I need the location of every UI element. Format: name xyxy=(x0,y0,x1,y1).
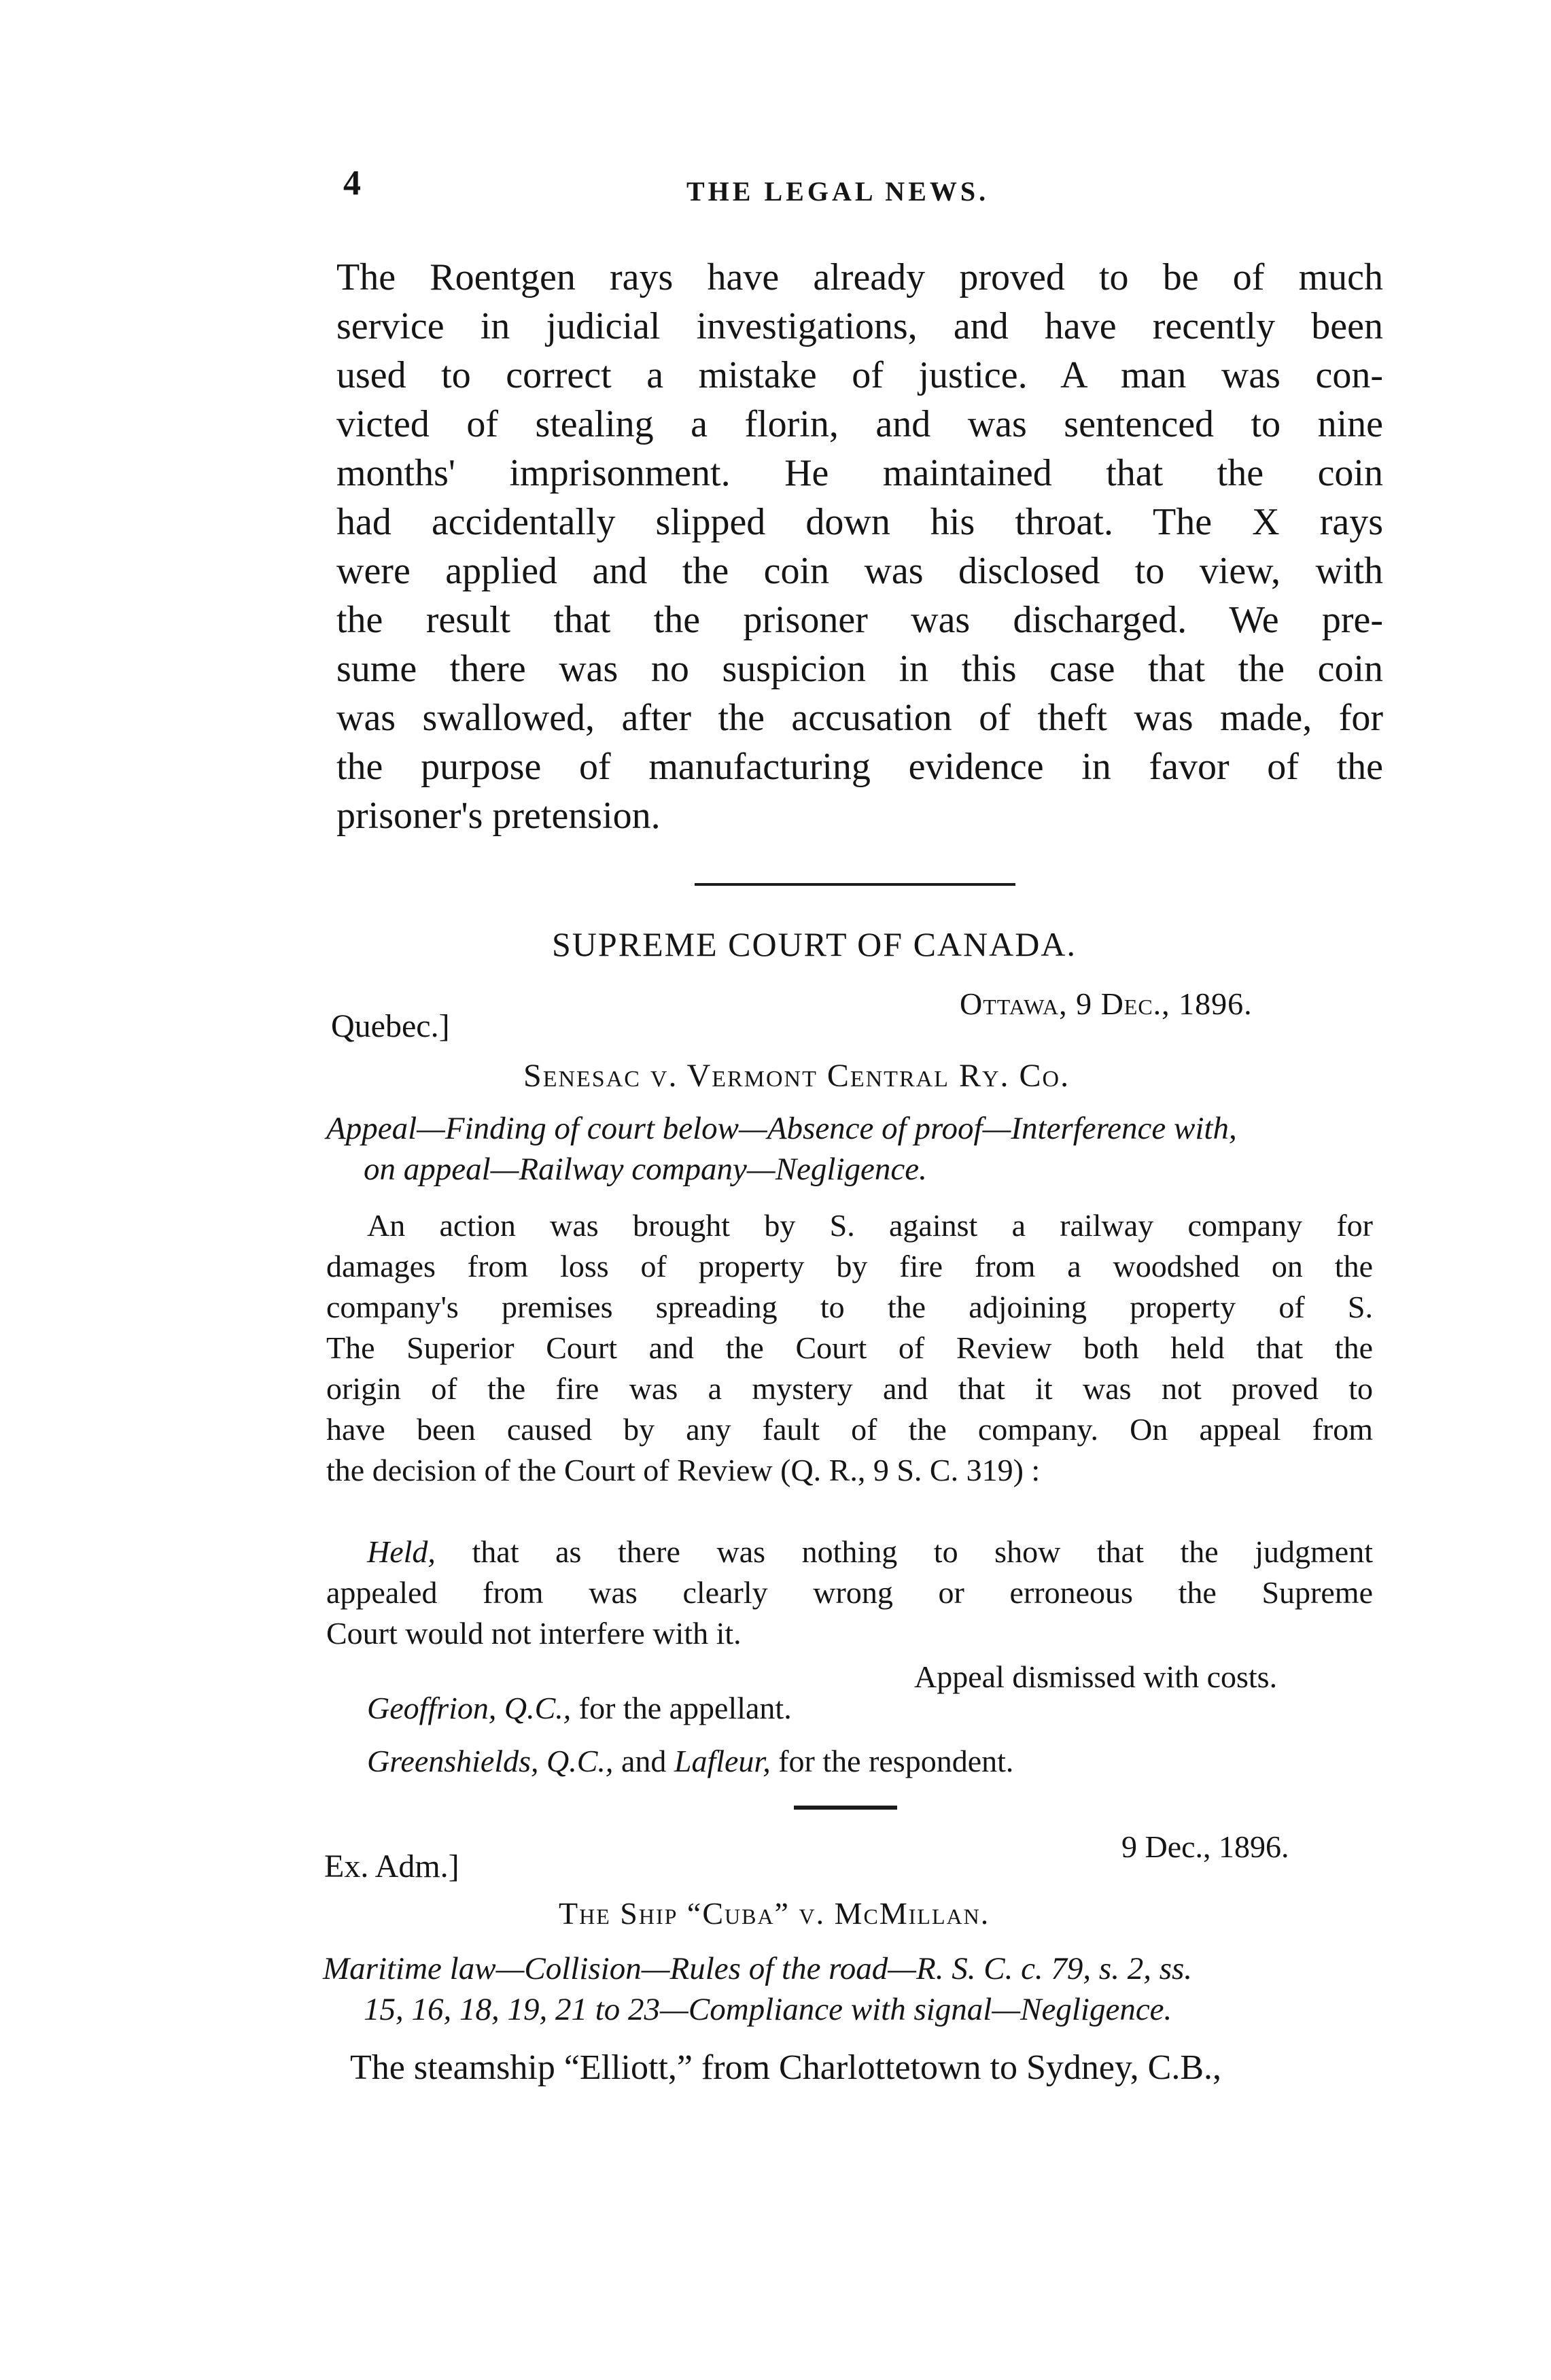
text-line: were applied and the coin was disclosed to view, with xyxy=(336,550,1383,592)
case-place-date: Ottawa, 9 Dec., 1896. xyxy=(960,986,1253,1021)
running-head: THE LEGAL NEWS. xyxy=(686,176,990,207)
headnote-line: Maritime law—Collision—Rules of the road—R. S. C. c. 79, s. 2, ss. xyxy=(323,1951,1193,1986)
text-line: was swallowed, after the accusation of theft was made, for xyxy=(336,697,1383,739)
counsel-name: Geoffrion, Q.C., xyxy=(367,1691,572,1725)
counsel-role: for the appellant. xyxy=(571,1691,792,1725)
counsel-and: and xyxy=(613,1744,674,1778)
text-line: service in judicial investigations, and have recently been xyxy=(336,305,1383,347)
held-text: that as there was nothing to show that the judgment xyxy=(435,1534,1373,1569)
text-line: victed of stealing a florin, and was sentenced to nine xyxy=(336,403,1383,445)
counsel-name: Greenshields, Q.C., xyxy=(367,1744,614,1778)
headnote-line: Appeal—Finding of court below—Absence of proof—Interference with, xyxy=(326,1111,1237,1146)
text-line: appealed from was clearly wrong or erroneous the Supreme xyxy=(326,1575,1373,1610)
text-line xyxy=(326,1532,1373,1572)
case-disposition: Appeal dismissed with costs. xyxy=(914,1659,1278,1694)
held-word: Held, xyxy=(367,1534,436,1569)
text-line: months' imprisonment. He maintained that the coin xyxy=(336,452,1383,494)
case-headnote xyxy=(326,1108,1237,1190)
text-line: used to correct a mistake of justice. A man was con- xyxy=(336,354,1383,396)
case-title: The Ship “Cuba” v. McMillan. xyxy=(559,1896,990,1931)
page-number: 4 xyxy=(343,164,361,203)
text-line: origin of the fire was a mystery and that it was not proved to xyxy=(326,1371,1373,1406)
text-line: the decision of the Court of Review (Q. R., 9 S. C. 319) : xyxy=(326,1453,1041,1487)
text-line: damages from loss of property by fire from a woodshed on the xyxy=(326,1249,1373,1283)
counsel-appellant xyxy=(367,1690,792,1726)
case-headnote xyxy=(323,1948,1192,2030)
text-line: had accidentally slipped down his throat. The X rays xyxy=(336,501,1383,543)
case-holding xyxy=(326,1532,1373,1654)
court-label: Ex. Adm.] xyxy=(324,1848,459,1884)
case-facts xyxy=(326,1205,1373,1491)
text-line: The Superior Court and the Court of Review both held that the xyxy=(326,1330,1373,1365)
headnote-line: on appeal—Railway company—Negligence. xyxy=(364,1152,927,1187)
section-divider xyxy=(695,883,1015,886)
text-line: have been caused by any fault of the company. On appeal from xyxy=(326,1412,1373,1447)
article-roentgen-rays xyxy=(336,253,1383,840)
headnote-line: 15, 16, 18, 19, 21 to 23—Compliance with signal—Negligence. xyxy=(364,1992,1172,2027)
text-line: The steamship “Elliott,” from Charlottetown to Sydney, C.B., xyxy=(350,2048,1221,2087)
court-label: Quebec.] xyxy=(331,1008,450,1044)
counsel-role: for the respondent. xyxy=(770,1744,1014,1778)
case-divider xyxy=(794,1806,897,1810)
section-title: SUPREME COURT OF CANADA. xyxy=(552,925,1077,963)
text-line: Court would not interfere with it. xyxy=(326,1616,742,1651)
text-line: sume there was no suspicion in this case that the coin xyxy=(336,648,1383,690)
case-title: Senesac v. Vermont Central Ry. Co. xyxy=(523,1058,1070,1094)
text-line: An action was brought by S. against a railway company for xyxy=(367,1208,1373,1243)
text-line: The Roentgen rays have already proved to be of much xyxy=(336,256,1383,298)
counsel-respondent xyxy=(367,1743,1013,1779)
text-line: the result that the prisoner was discharged. We pre- xyxy=(336,599,1383,641)
case-date: 9 Dec., 1896. xyxy=(1121,1829,1289,1864)
text-line: prisoner's pretension. xyxy=(336,795,661,837)
counsel-name: Lafleur, xyxy=(674,1744,771,1778)
text-line: the purpose of manufacturing evidence in favor of the xyxy=(336,746,1383,788)
text-line: company's premises spreading to the adjoining property of S. xyxy=(326,1290,1373,1324)
